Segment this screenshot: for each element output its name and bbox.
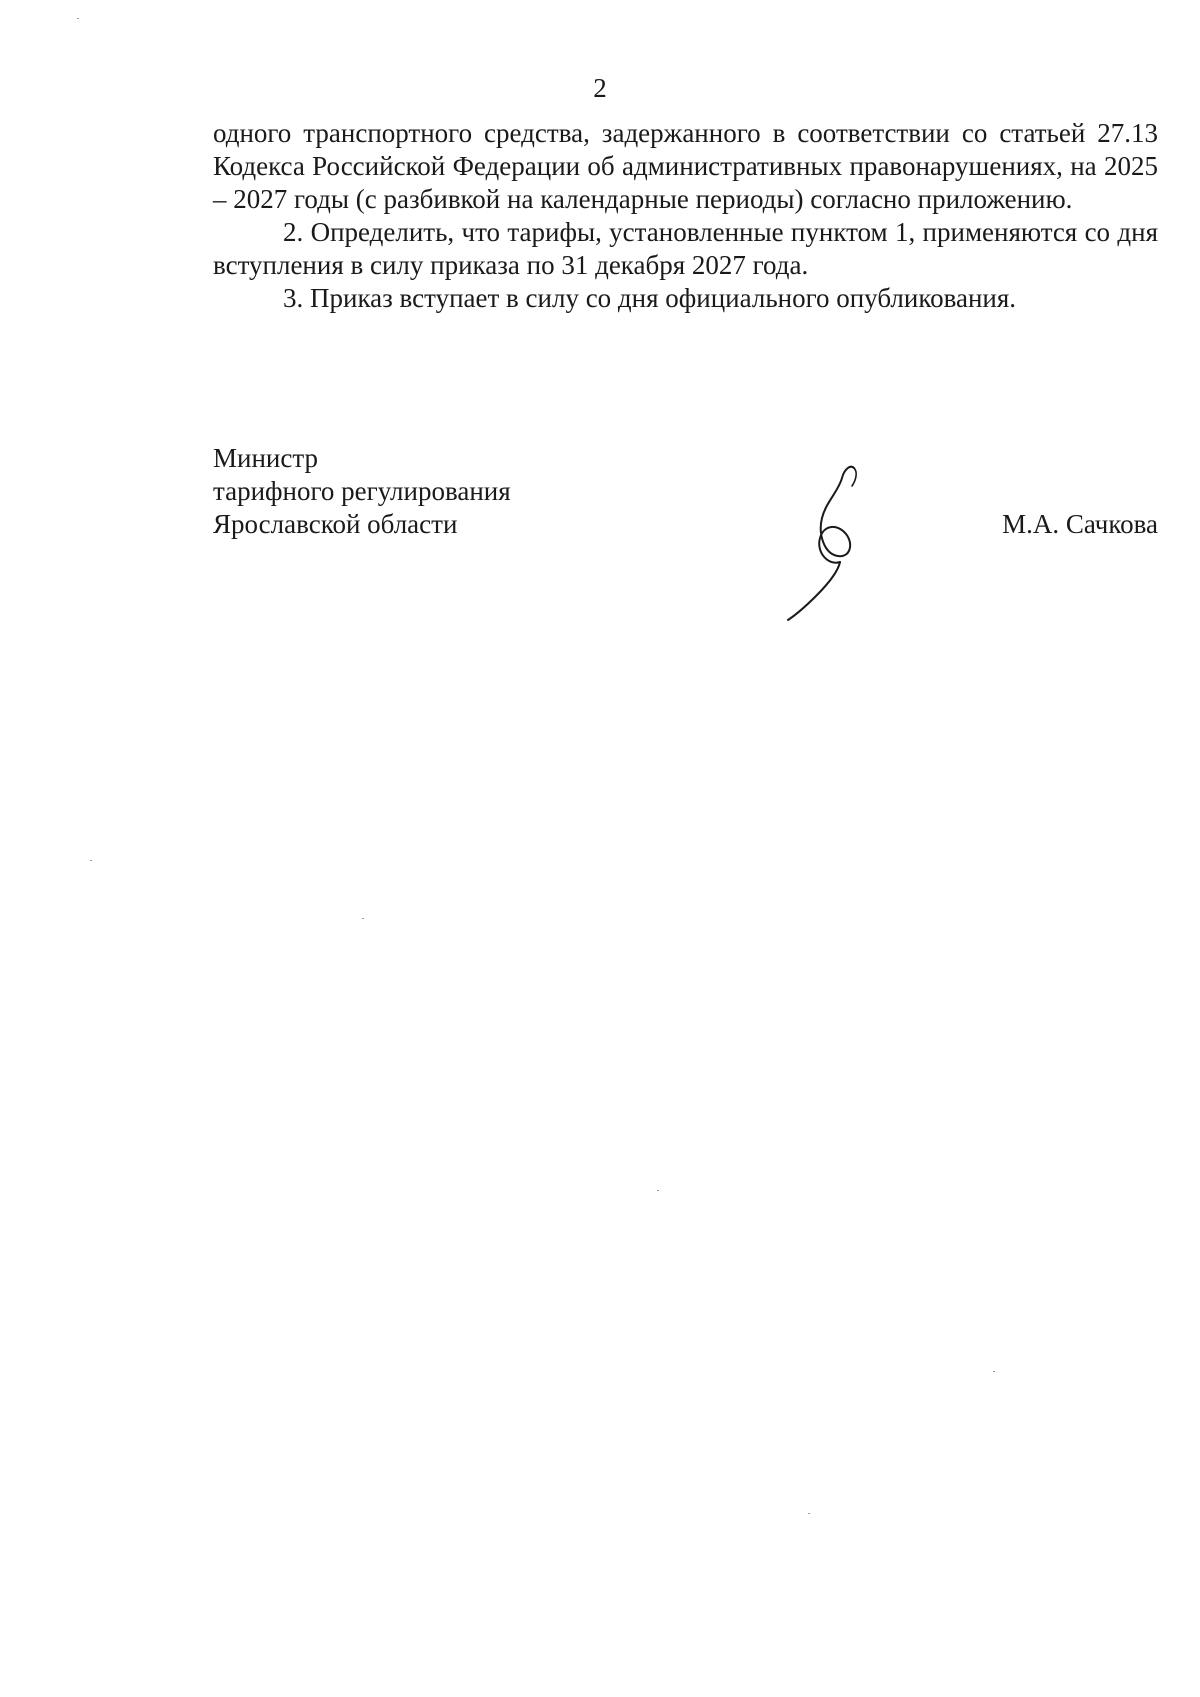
order-body <box>213 117 1158 315</box>
paragraph-clause-2: 2. Определить, что тарифы, установленные пунктом 1, применяются со дня вступления в силу приказа по 31 декабря 2027 года. <box>213 217 1158 280</box>
signatory-position-line: Ярославской области <box>213 509 458 539</box>
scan-speck <box>362 918 364 919</box>
paragraph-continuation: одного транспортного средства, задержанного в соответствии со статьей 27.13 Кодекса Российской Федерации об административных правонарушениях, на 2025 – 2027 годы (с разбивкой на календарные периоды) согласно приложению. <box>213 118 1158 214</box>
signatory-name: М.А. Сачкова <box>1002 509 1158 539</box>
handwritten-signature <box>768 462 888 622</box>
scan-speck <box>90 860 92 861</box>
signatory-position <box>213 442 511 541</box>
signatory-position-line: тарифного регулирования <box>213 476 511 506</box>
page-number: 2 <box>593 73 607 103</box>
scan-speck <box>657 1190 659 1191</box>
paragraph-clause-3: 3. Приказ вступает в силу со дня официального опубликования. <box>283 283 1017 313</box>
scan-speck <box>993 1371 995 1372</box>
signature-block <box>213 442 1158 622</box>
scan-speck <box>808 1513 810 1514</box>
signatory-position-line: Министр <box>213 443 318 473</box>
scan-speck <box>77 18 79 19</box>
